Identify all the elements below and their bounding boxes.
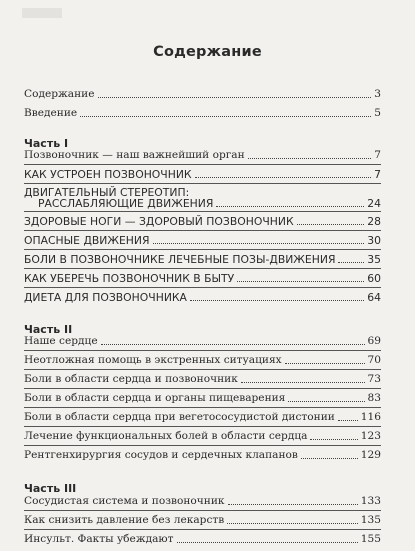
page-smudge — [0, 0, 90, 40]
page-title: Содержание — [153, 44, 262, 60]
entry-divider — [24, 407, 381, 408]
entry-divider — [24, 426, 381, 427]
entry-divider — [24, 230, 381, 231]
toc-entry: Наше сердце 69 — [24, 335, 381, 347]
entry-divider — [24, 445, 381, 446]
toc-entry: Лечение функциональных болей в области сердца 123 — [24, 430, 381, 442]
entry-divider — [24, 529, 381, 530]
toc-entry-introduction: Введение 5 — [24, 107, 381, 119]
toc-entry: Позвоночник — наш важнейший орган 7 — [24, 149, 381, 161]
entry-divider — [24, 350, 381, 351]
toc-entry: Как снизить давление без лекарств 135 — [24, 514, 381, 526]
toc-entry: Боли в области сердца при вегетососудистой дистонии 116 — [24, 411, 381, 423]
entry-divider — [24, 183, 381, 184]
toc-entry: КАК УСТРОЕН ПОЗВОНОЧНИК 7 — [24, 168, 381, 181]
entry-divider — [24, 510, 381, 511]
toc-entry: БОЛИ В ПОЗВОНОЧНИКЕ ЛЕЧЕБНЫЕ ПОЗЫ-ДВИЖЕНИЯ 35 — [24, 253, 381, 266]
toc-entry: Боли в области сердца и позвоночник 73 — [24, 373, 381, 385]
toc-entry-contents: Содержание 3 — [24, 88, 381, 100]
toc-entry: Неотложная помощь в экстренных ситуациях 70 — [24, 354, 381, 366]
entry-divider — [24, 369, 381, 370]
toc-entry-line: ДВИГАТЕЛЬНЫЙ СТЕРЕОТИП: — [24, 186, 190, 199]
toc-entry: ОПАСНЫЕ ДВИЖЕНИЯ 30 — [24, 234, 381, 247]
entry-divider — [24, 268, 381, 269]
toc-entry: Инсульт. Факты убеждают 155 — [24, 533, 381, 545]
entry-divider — [24, 388, 381, 389]
toc-entry: Боли в области сердца и органы пищеварения 83 — [24, 392, 381, 404]
toc-entry: Сосудистая система и позвоночник 133 — [24, 495, 381, 507]
entry-divider — [24, 249, 381, 250]
toc-entry: КАК УБЕРЕЧЬ ПОЗВОНОЧНИК В БЫТУ 60 — [24, 272, 381, 285]
part-heading: Часть III — [24, 482, 77, 495]
toc-entry: ЗДОРОВЫЕ НОГИ — ЗДОРОВЫЙ ПОЗВОНОЧНИК 28 — [24, 215, 381, 228]
part-heading: Часть II — [24, 323, 73, 336]
toc-entry: ДИЕТА ДЛЯ ПОЗВОНОЧНИКА 64 — [24, 291, 381, 304]
part-heading: Часть I — [24, 137, 69, 150]
entry-divider — [24, 164, 381, 165]
entry-divider — [24, 211, 381, 212]
entry-divider — [24, 287, 381, 288]
toc-entry: РАССЛАБЛЯЮЩИЕ ДВИЖЕНИЯ 24 — [38, 197, 381, 210]
toc-entry: Рентгенхирургия сосудов и сердечных клапанов 129 — [24, 449, 381, 461]
